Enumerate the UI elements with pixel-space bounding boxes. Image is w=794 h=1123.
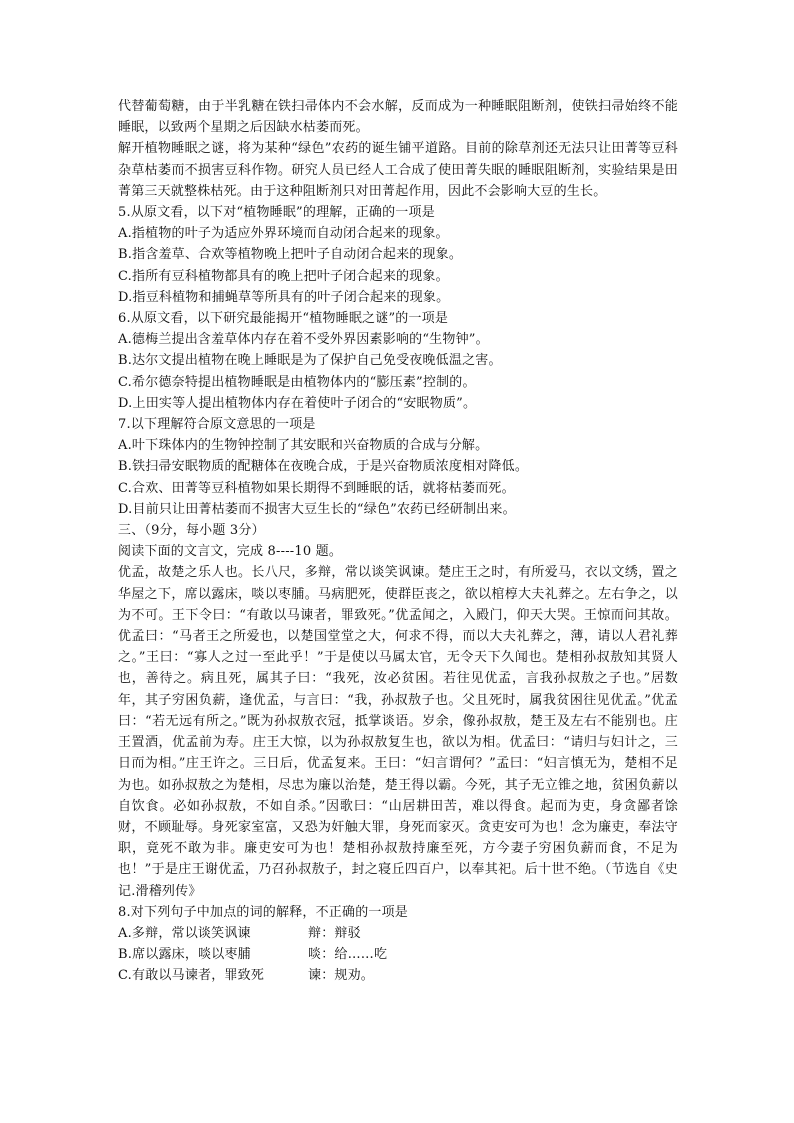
option-d: D.上田实等人提出植物体内存在着使叶子闭合的“安眠物质”。 — [118, 395, 477, 411]
option-b: B.达尔文提出植物在晚上睡眠是为了保护自己免受夜晚低温之害。 — [118, 353, 502, 369]
option-gloss: 谏：规劝。 — [308, 968, 375, 984]
option-row-a — [118, 923, 678, 944]
section-instruction: 阅读下面的文言文，完成 8----10 题。 — [118, 544, 343, 560]
option-gloss: 啖：给……吃 — [308, 947, 388, 963]
question-stem: 7.以下理解符合原文意思的一项是 — [118, 417, 316, 433]
section-heading: 三、（9分，每小题 3分） — [118, 523, 265, 539]
option-c: C.指所有豆科植物都具有的晚上把叶子闭合起来的现象。 — [118, 268, 449, 284]
question-7 — [118, 414, 678, 520]
option-sentence: C.有敢以马谏者，罪致死 — [118, 968, 265, 984]
option-b: B.指含羞草、合欢等植物晚上把叶子自动闭合起来的现象。 — [118, 247, 463, 263]
option-sentence: A.多辩，常以谈笑讽谏 — [118, 925, 251, 941]
option-d: D.目前只让田菁枯萎而不损害大豆生长的“绿色”农药已经研制出来。 — [118, 501, 516, 517]
classical-chinese-passage: 优孟，故楚之乐人也。长八尺，多辩，常以谈笑讽谏。楚庄王之时，有所爱马，衣以文绣，置之华屋之下，席以露床，啖以枣脯。马病肥死，使群臣丧之，欲以棺椁大夫礼葬之。左右争之，以为不可。王下令曰：“有敢以马谏者，罪致死。”优孟闻之，入殿门，仰天大哭。王惊而问其故。优孟曰：“马者王之所爱也，以楚国堂堂之大，何求不得，而以大夫礼葬之，薄，请以人君礼葬之。”王曰：“寡人之过一至此乎！”于是使以马属太官，无令天下久闻也。楚相孙叔敖知其贤人也，善待之。病且死，属其子曰：“我死，汝必贫困。若往见优孟，言我孙叔敖之子也。”居数年，其子穷困负薪，逢优孟，与言曰：“我，孙叔敖子也。父且死时，属我贫困往见优孟。”优孟曰：“若无远有所之。”既为孙叔敖衣冠，抵掌谈语。岁余，像孙叔敖，楚王及左右不能别也。庄王置酒，优孟前为寿。庄王大惊，以为孙叔敖复生也，欲以为相。优孟曰：“请归与妇计之，三日而为相。”庄王许之。三日后，优孟复来。王曰：“妇言谓何？”孟曰：“妇言慎无为，楚相不足为也。如孙叔敖之为楚相，尽忠为廉以治楚，楚王得以霸。今死，其子无立锥之地，贫困负薪以自饮食。必如孙叔敖，不如自杀。”因歌曰：“山居耕田苦，难以得食。起而为吏，身贪鄙者馀财，不顾耻辱。身死家室富，又恐为奸触大罪，身死而家灭。贪吏安可为也！念为廉吏，奉法守职，竟死不敢为非。廉吏安可为也！楚相孙叔敖持廉至死，方今妻子穷困负薪而食，不足为也！”于是庄王谢优孟，乃召孙叔敖子，封之寝丘四百户，以奉其祀。后十世不绝。（节选自《史记.滑稽列传》 — [118, 565, 678, 899]
question-8 — [118, 902, 678, 987]
section-3 — [118, 520, 678, 902]
option-a: A.叶下珠体内的生物钟控制了其安眠和兴奋物质的合成与分解。 — [118, 438, 489, 454]
question-stem: 5.从原文看，以下对“植物睡眠”的理解，正确的一项是 — [118, 205, 435, 221]
passage-paragraph-2: 解开植物睡眠之谜，将为某种“绿色”农药的诞生铺平道路。目前的除草剂还无法只让田菁等豆科杂草枯萎而不损害豆科作物。研究人员已经人工合成了使田菁失眠的睡眠阻断剂，实验结果是田菁第三天就整株枯死。由于这种阻断剂只对田菁起作用，因此不会影响大豆的生长。 — [118, 141, 678, 199]
option-row-c — [118, 965, 678, 986]
option-gloss: 辩：辩驳 — [308, 925, 361, 941]
passage-paragraph-1: 代替葡萄糖，由于半乳糖在铁扫帚体内不会水解，反而成为一种睡眠阻断剂，使铁扫帚始终不能睡眠，以致两个星期之后因缺水枯萎而死。 — [118, 99, 678, 136]
option-c: C.希尔德奈特提出植物睡眠是由植物体内的“膨压素”控制的。 — [118, 374, 476, 390]
option-sentence: B.席以露床，啖以枣脯 — [118, 947, 251, 963]
question-stem: 6.从原文看，以下研究最能揭开“植物睡眠之谜”的一项是 — [118, 311, 449, 327]
question-6 — [118, 308, 678, 414]
question-stem: 8.对下列句子中加点的词的解释，不正确的一项是 — [118, 904, 409, 920]
document-page — [118, 96, 678, 987]
option-c: C.合欢、田菁等豆科植物如果长期得不到睡眠的话，就将枯萎而死。 — [118, 480, 515, 496]
option-b: B.铁扫帚安眠物质的配糖体在夜晚合成，于是兴奋物质浓度相对降低。 — [118, 459, 529, 475]
option-a: A.指植物的叶子为适应外界环境而自动闭合起来的现象。 — [118, 226, 449, 242]
question-5 — [118, 202, 678, 308]
option-d: D.指豆科植物和捕蝇草等所具有的叶子闭合起来的现象。 — [118, 289, 450, 305]
option-a: A.德梅兰提出含羞草体内存在着不受外界因素影响的“生物钟”。 — [118, 332, 489, 348]
option-row-b — [118, 944, 678, 965]
